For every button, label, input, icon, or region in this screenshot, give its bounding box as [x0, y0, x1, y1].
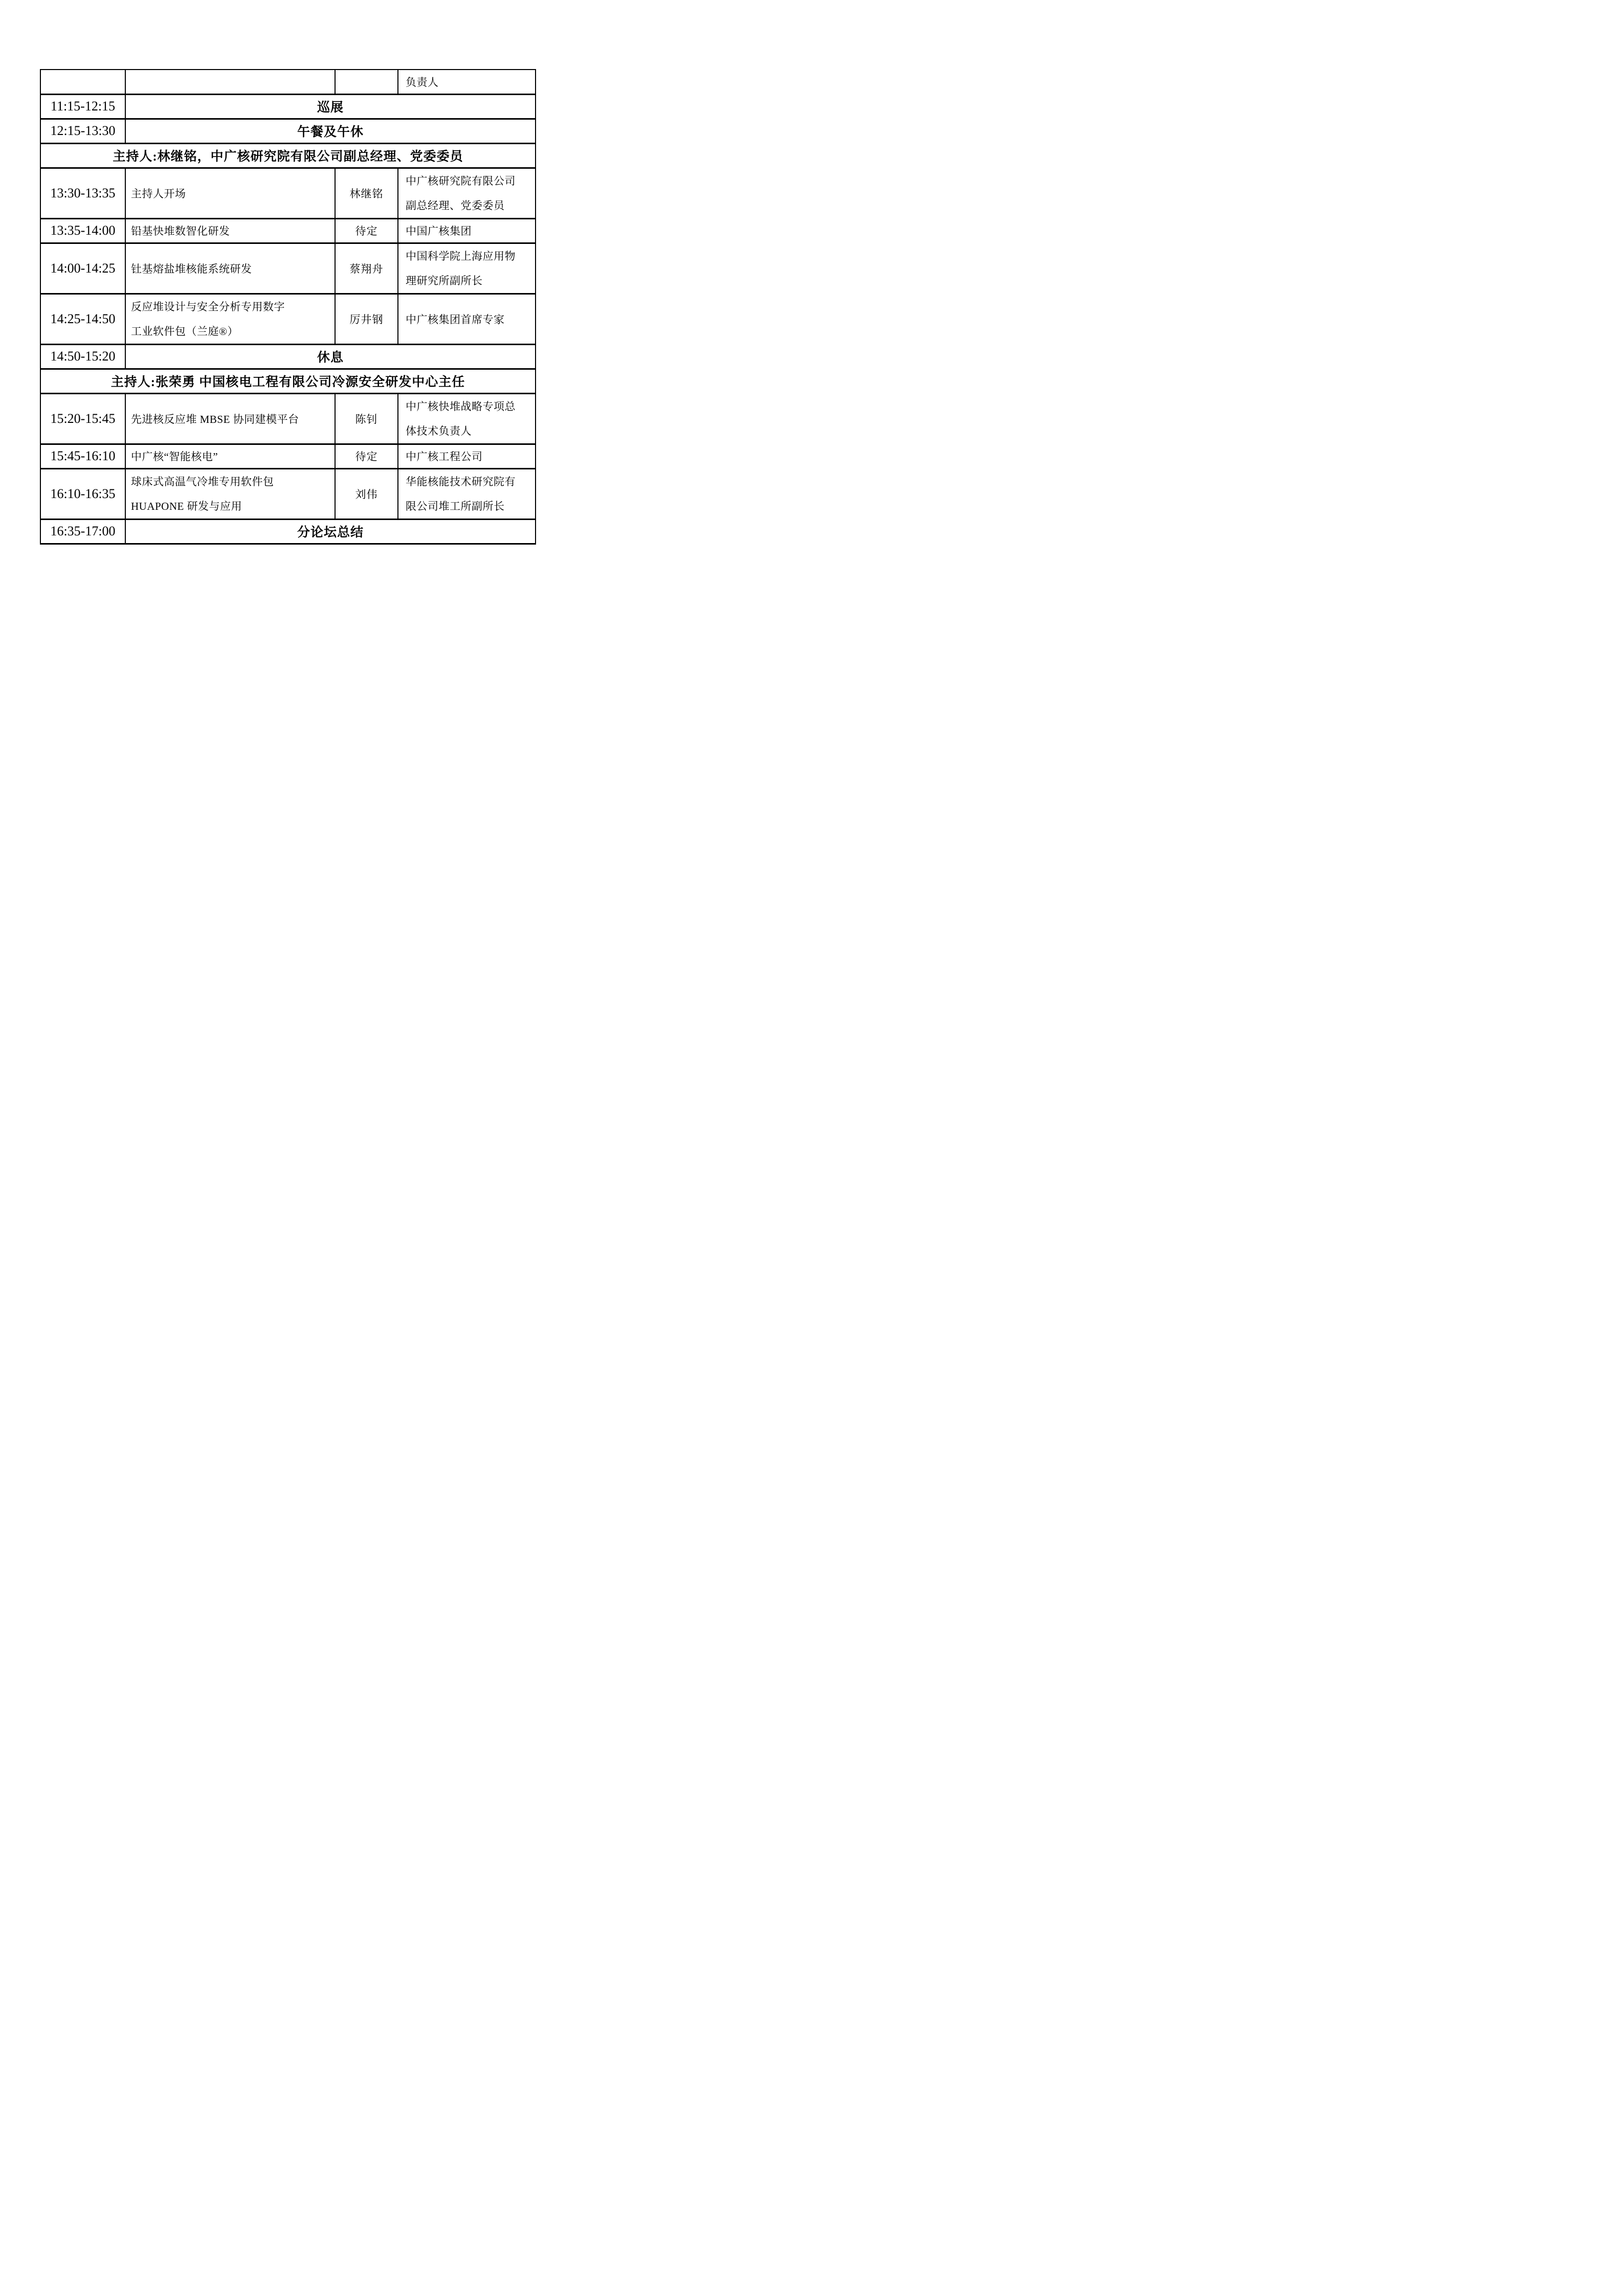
document-page: [0, 0, 574, 812]
topic-cell: [125, 294, 335, 344]
agenda-row: [40, 344, 536, 369]
topic-cell: [125, 393, 335, 444]
affiliation-cell: [398, 243, 536, 294]
agenda-row: [40, 168, 536, 218]
session-title-cell: 巡展: [125, 94, 536, 119]
time-cell: 13:35-14:00: [40, 218, 125, 243]
agenda-table-body: [40, 70, 536, 544]
time-cell: 15:45-16:10: [40, 444, 125, 468]
speaker-cell: 林继铭: [335, 168, 398, 218]
agenda-row: [40, 468, 536, 519]
time-cell: 11:15-12:15: [40, 94, 125, 119]
cell-line: 主持人开场: [131, 187, 186, 200]
speaker-cell: 待定: [335, 444, 398, 468]
agenda-row: [40, 444, 536, 468]
speaker-cell: 蔡翔舟: [335, 243, 398, 294]
time-cell: 15:20-15:45: [40, 393, 125, 444]
agenda-row: [40, 243, 536, 294]
moderator-cell: 主持人:林继铭，中广核研究院有限公司副总经理、党委委员: [40, 143, 536, 168]
time-cell: 14:25-14:50: [40, 294, 125, 344]
cell-line: 体技术负责人: [406, 424, 472, 437]
cell-line: 先进核反应堆 MBSE 协同建模平台: [131, 413, 299, 425]
agenda-table: [40, 69, 536, 545]
cell-line: 负责人: [406, 76, 439, 88]
agenda-row: [40, 294, 536, 344]
cell-line: 中广核工程公司: [406, 451, 483, 463]
topic-cell: [125, 444, 335, 468]
speaker-cell: 厉井钢: [335, 294, 398, 344]
cell-line: 中国科学院上海应用物: [406, 250, 516, 262]
speaker-cell: [335, 70, 398, 94]
cell-line: 钍基熔盐堆核能系统研发: [131, 262, 252, 275]
cell-line: 中国广核集团: [406, 225, 472, 237]
affiliation-cell: [398, 393, 536, 444]
speaker-cell: 刘伟: [335, 468, 398, 519]
cell-line: 中广核快堆战略专项总: [406, 400, 516, 413]
cell-line: 限公司堆工所副所长: [406, 500, 505, 512]
affiliation-cell: [398, 218, 536, 243]
agenda-row: [40, 393, 536, 444]
time-cell: 14:00-14:25: [40, 243, 125, 294]
cell-line: 反应堆设计与安全分析专用数字: [131, 300, 285, 313]
cell-line: 理研究所副所长: [406, 274, 483, 287]
agenda-row: [40, 119, 536, 143]
session-title-cell: 午餐及午休: [125, 119, 536, 143]
agenda-row: [40, 369, 536, 393]
speaker-cell: 待定: [335, 218, 398, 243]
agenda-row: [40, 94, 536, 119]
time-cell: 13:30-13:35: [40, 168, 125, 218]
affiliation-cell: [398, 444, 536, 468]
affiliation-cell: [398, 168, 536, 218]
cell-line: 华能核能技术研究院有: [406, 475, 516, 488]
affiliation-cell: [398, 294, 536, 344]
cell-line: 副总经理、党委委员: [406, 199, 505, 212]
cell-line: 铅基快堆数智化研发: [131, 225, 230, 237]
time-cell: 12:15-13:30: [40, 119, 125, 143]
moderator-cell: 主持人:张荣勇 中国核电工程有限公司冷源安全研发中心主任: [40, 369, 536, 393]
time-cell: 14:50-15:20: [40, 344, 125, 369]
agenda-row: [40, 143, 536, 168]
session-title-cell: 休息: [125, 344, 536, 369]
affiliation-cell: [398, 70, 536, 94]
cell-line: 中广核集团首席专家: [406, 313, 505, 326]
topic-cell: [125, 243, 335, 294]
agenda-row: [40, 218, 536, 243]
cell-line: 中广核“智能核电”: [131, 451, 218, 463]
topic-cell: [125, 168, 335, 218]
agenda-row: [40, 519, 536, 544]
topic-cell: [125, 468, 335, 519]
speaker-cell: 陈钊: [335, 393, 398, 444]
cell-line: 工业软件包（兰庭®）: [131, 325, 238, 337]
session-title-cell: 分论坛总结: [125, 519, 536, 544]
time-cell: 16:10-16:35: [40, 468, 125, 519]
affiliation-cell: [398, 468, 536, 519]
cell-line: 中广核研究院有限公司: [406, 174, 516, 187]
cell-line: HUAPONE 研发与应用: [131, 500, 242, 512]
agenda-row: [40, 70, 536, 94]
topic-cell: [125, 218, 335, 243]
cell-line: 球床式高温气冷堆专用软件包: [131, 475, 274, 488]
time-cell: 16:35-17:00: [40, 519, 125, 544]
topic-cell: [125, 70, 335, 94]
time-cell: [40, 70, 125, 94]
